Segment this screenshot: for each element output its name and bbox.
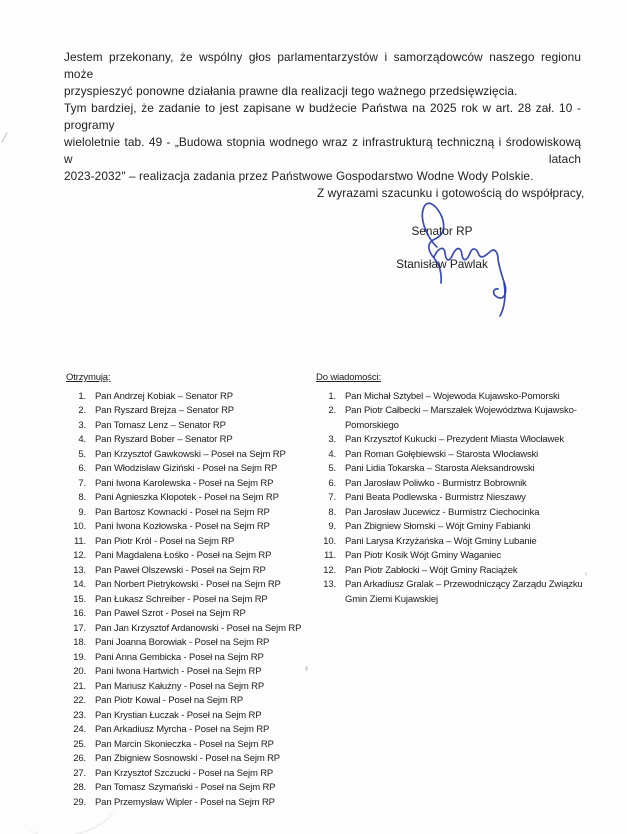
- recipient-item: [66, 535, 318, 550]
- recipient-item: [66, 709, 318, 724]
- item-number: 4.: [328, 448, 336, 460]
- item-number: 2.: [328, 405, 336, 416]
- cc-item: [316, 404, 584, 433]
- item-number: 8.: [328, 506, 336, 518]
- scan-artifact: [585, 572, 587, 576]
- cc-item: [316, 491, 584, 506]
- item-text: Pan Piotr Zabłocki – Wójt Gminy Raciążek: [345, 564, 518, 576]
- item-text: Pan Przemysław Wipler - Poseł na Sejm RP: [95, 796, 275, 808]
- item-text: Pani Iwona Hartwich - Poseł na Sejm RP: [95, 666, 262, 677]
- recipients-heading: Otrzymują:: [66, 372, 111, 383]
- item-text: Pan Piotr Całbecki – Marszałek Województwa Kujawsko-Pomorskiego: [345, 405, 577, 431]
- cc-item: [316, 520, 584, 535]
- paragraph-line: 2023-2032" – realizacja zadania przez Państwowe Gospodarstwo Wodne Wody Polskie.: [64, 169, 534, 183]
- item-number: 8.: [78, 492, 86, 503]
- item-number: 23.: [73, 709, 86, 721]
- cc-item: [316, 549, 584, 564]
- cc-item: [316, 506, 584, 521]
- item-number: 28.: [73, 782, 86, 793]
- item-number: 10.: [73, 521, 86, 532]
- item-number: 2.: [78, 405, 86, 416]
- recipient-item: [66, 491, 318, 506]
- recipient-item: [66, 506, 318, 521]
- item-number: 3.: [328, 434, 336, 445]
- item-number: 15.: [73, 593, 86, 605]
- cc-item: [316, 535, 584, 550]
- item-number: 7.: [328, 492, 336, 503]
- item-text: Pan Arkadiusz Myrcha - Poseł na Sejm RP: [95, 724, 270, 735]
- paragraph-line: wieloletnie tab. 49 - „Budowa stopnia wodnego wraz z infrastrukturą techniczną i środowiskową w latach: [64, 135, 581, 166]
- item-text: Pan Krzysztof Gawkowski – Poseł na Sejm RP: [95, 448, 286, 460]
- item-text: Pan Piotr Kowal - Poseł na Sejm RP: [95, 695, 244, 706]
- recipients-list: [66, 390, 318, 811]
- item-number: 16.: [73, 608, 86, 619]
- item-number: 6.: [78, 463, 86, 474]
- item-text: Pan Piotr Król - Poseł na Sejm RP: [95, 535, 235, 547]
- recipient-item: [66, 752, 318, 767]
- item-number: 13.: [323, 579, 336, 590]
- item-number: 13.: [73, 564, 86, 576]
- signature-title: Senator RP: [411, 224, 473, 238]
- recipient-item: [66, 477, 318, 492]
- item-text: Pan Zbigniew Sosnowski - Poseł na Sejm RP: [95, 753, 280, 764]
- item-number: 9.: [328, 521, 336, 532]
- item-text: Pan Krystian Łuczak - Poseł na Sejm RP: [95, 709, 262, 721]
- item-text: Pani Iwona Kozłowska - Poseł na Sejm RP: [95, 521, 270, 532]
- cc-item: [316, 448, 584, 463]
- item-text: Pan Mariusz Kałużny - Poseł na Sejm RP: [95, 680, 265, 692]
- item-text: Pan Krzysztof Kukucki – Prezydent Miasta Włocławek: [345, 434, 565, 445]
- cc-item: [316, 564, 584, 579]
- cc-item: [316, 578, 584, 607]
- item-number: 10.: [323, 535, 336, 547]
- item-text: Pani Iwona Karolewska - Poseł na Sejm RP: [95, 477, 274, 489]
- item-text: Pan Roman Gołębiewski – Starosta Włocławski: [345, 448, 539, 460]
- paragraph-budget: [64, 100, 581, 185]
- item-number: 22.: [73, 695, 86, 706]
- item-number: 21.: [73, 680, 86, 692]
- item-text: Pan Ryszard Bober – Senator RP: [95, 434, 233, 445]
- item-number: 5.: [78, 448, 86, 460]
- item-number: 1.: [78, 390, 86, 402]
- paragraph-line: Jestem przekonany, że wspólny głos parlamentarzystów i samorządowców naszego regionu może: [64, 50, 581, 81]
- recipient-item: [66, 767, 318, 782]
- paragraph-line: przyspieszyć ponowne działania prawne dla realizacji tego ważnego przedsięwzięcia.: [64, 84, 518, 98]
- signature-name: Stanisław Pawlak: [396, 257, 488, 271]
- recipient-item: [66, 404, 318, 419]
- recipient-item: [66, 622, 318, 637]
- item-text: Pan Łukasz Schreiber - Poseł na Sejm RP: [95, 593, 268, 605]
- paragraph-line: Tym bardziej, że zadanie to jest zapisane w budżecie Państwa na 2025 rok w art. 28 zał. 10 - programy: [64, 101, 581, 132]
- item-number: 20.: [73, 666, 86, 677]
- recipient-item: [66, 462, 318, 477]
- item-text: Pan Michał Sztybel – Wojewoda Kujawsko-Pomorski: [345, 390, 560, 402]
- item-number: 9.: [78, 506, 86, 518]
- item-number: 1.: [328, 390, 336, 402]
- recipient-item: [66, 680, 318, 695]
- item-text: Pan Krzysztof Szczucki - Poseł na Sejm RP: [95, 767, 274, 779]
- item-text: Pan Jarosław Jucewicz - Burmistrz Ciechocinka: [345, 506, 540, 518]
- item-text: Pan Bartosz Kownacki - Poseł na Sejm RP: [95, 506, 270, 518]
- cc-section: [316, 371, 584, 607]
- item-number: 18.: [73, 637, 86, 648]
- recipient-item: [66, 419, 318, 434]
- recipient-item: [66, 564, 318, 579]
- cc-item: [316, 390, 584, 405]
- recipient-item: [66, 549, 318, 564]
- item-text: Pani Joanna Borowiak - Poseł na Sejm RP: [95, 637, 270, 648]
- item-number: 12.: [323, 564, 336, 576]
- item-text: Pan Tomasz Szymański - Poseł na Sejm RP: [95, 782, 276, 793]
- recipient-item: [66, 390, 318, 405]
- cc-heading: Do wiadomości:: [316, 372, 381, 383]
- recipient-item: [66, 607, 318, 622]
- recipient-item: [66, 723, 318, 738]
- recipient-item: [66, 796, 318, 811]
- item-text: Pan Zbigniew Słomski – Wójt Gminy Fabianki: [345, 521, 531, 532]
- item-text: Pan Norbert Pietrykowski - Poseł na Sejm RP: [95, 579, 281, 590]
- item-text: Pan Andrzej Kobiak – Senator RP: [95, 390, 233, 402]
- item-number: 4.: [78, 434, 86, 445]
- closing-salutation: Z wyrazami szacunku i gotowością do współpracy,: [317, 186, 585, 200]
- item-text: Pan Paweł Szrot - Poseł na Sejm RP: [95, 608, 246, 619]
- item-text: Pan Włodzisław Giziński - Poseł na Sejm RP: [95, 463, 278, 474]
- item-number: 19.: [73, 651, 86, 663]
- item-number: 6.: [328, 477, 336, 489]
- item-text: Pan Paweł Olszewski - Poseł na Sejm RP: [95, 564, 266, 576]
- item-number: 24.: [73, 724, 86, 735]
- item-text: Pan Piotr Kosik Wójt Gminy Waganiec: [345, 550, 501, 561]
- recipients-section: [66, 371, 318, 810]
- item-text: Pan Tomasz Lenz – Senator RP: [95, 419, 226, 431]
- recipient-item: [66, 520, 318, 535]
- item-text: Pani Anna Gembicka - Poseł na Sejm RP: [95, 651, 264, 663]
- item-number: 11.: [73, 535, 86, 547]
- item-number: 17.: [73, 622, 86, 634]
- recipient-item: [66, 651, 318, 666]
- recipient-item: [66, 738, 318, 753]
- item-number: 14.: [73, 579, 86, 590]
- item-number: 27.: [73, 767, 86, 779]
- item-number: 25.: [73, 738, 86, 750]
- recipient-item: [66, 694, 318, 709]
- scan-artifact: [1, 132, 7, 142]
- cc-item: [316, 477, 584, 492]
- item-number: 7.: [78, 477, 86, 489]
- item-text: Pani Larysa Krzyżańska – Wójt Gminy Lubanie: [345, 535, 537, 547]
- item-number: 29.: [73, 796, 86, 808]
- cc-item: [316, 462, 584, 477]
- recipient-item: [66, 578, 318, 593]
- recipient-item: [66, 665, 318, 680]
- paragraph-conviction: [64, 49, 581, 100]
- cc-item: [316, 433, 584, 448]
- item-text: Pan Jarosław Poliwko - Burmistrz Bobrownik: [345, 477, 527, 489]
- recipient-item: [66, 781, 318, 796]
- item-number: 3.: [78, 419, 86, 431]
- item-text: Pan Jan Krzysztof Ardanowski - Poseł na Sejm RP: [95, 622, 302, 634]
- item-text: Pani Magdalena Łośko - Poseł na Sejm RP: [95, 550, 272, 561]
- item-number: 12.: [73, 550, 86, 561]
- item-text: Pani Lidia Tokarska – Starosta Aleksandrowski: [345, 463, 535, 474]
- recipient-item: [66, 593, 318, 608]
- recipient-item: [66, 448, 318, 463]
- recipient-item: [66, 636, 318, 651]
- item-text: Pan Arkadiusz Gralak – Przewodniczący Zarządu Związku Gmin Ziemi Kujawskiej: [345, 579, 583, 605]
- item-number: 5.: [328, 463, 336, 474]
- cc-list: [316, 390, 584, 608]
- item-text: Pani Beata Podlewska - Burmistrz Nieszawy: [345, 492, 526, 503]
- item-number: 26.: [73, 753, 86, 764]
- item-number: 11.: [323, 550, 336, 561]
- recipient-item: [66, 433, 318, 448]
- item-text: Pani Agnieszka Kłopotek - Poseł na Sejm RP: [95, 492, 279, 503]
- item-text: Pan Marcin Skonieczka - Poseł na Sejm RP: [95, 738, 274, 750]
- item-text: Pan Ryszard Brejza – Senator RP: [95, 405, 234, 416]
